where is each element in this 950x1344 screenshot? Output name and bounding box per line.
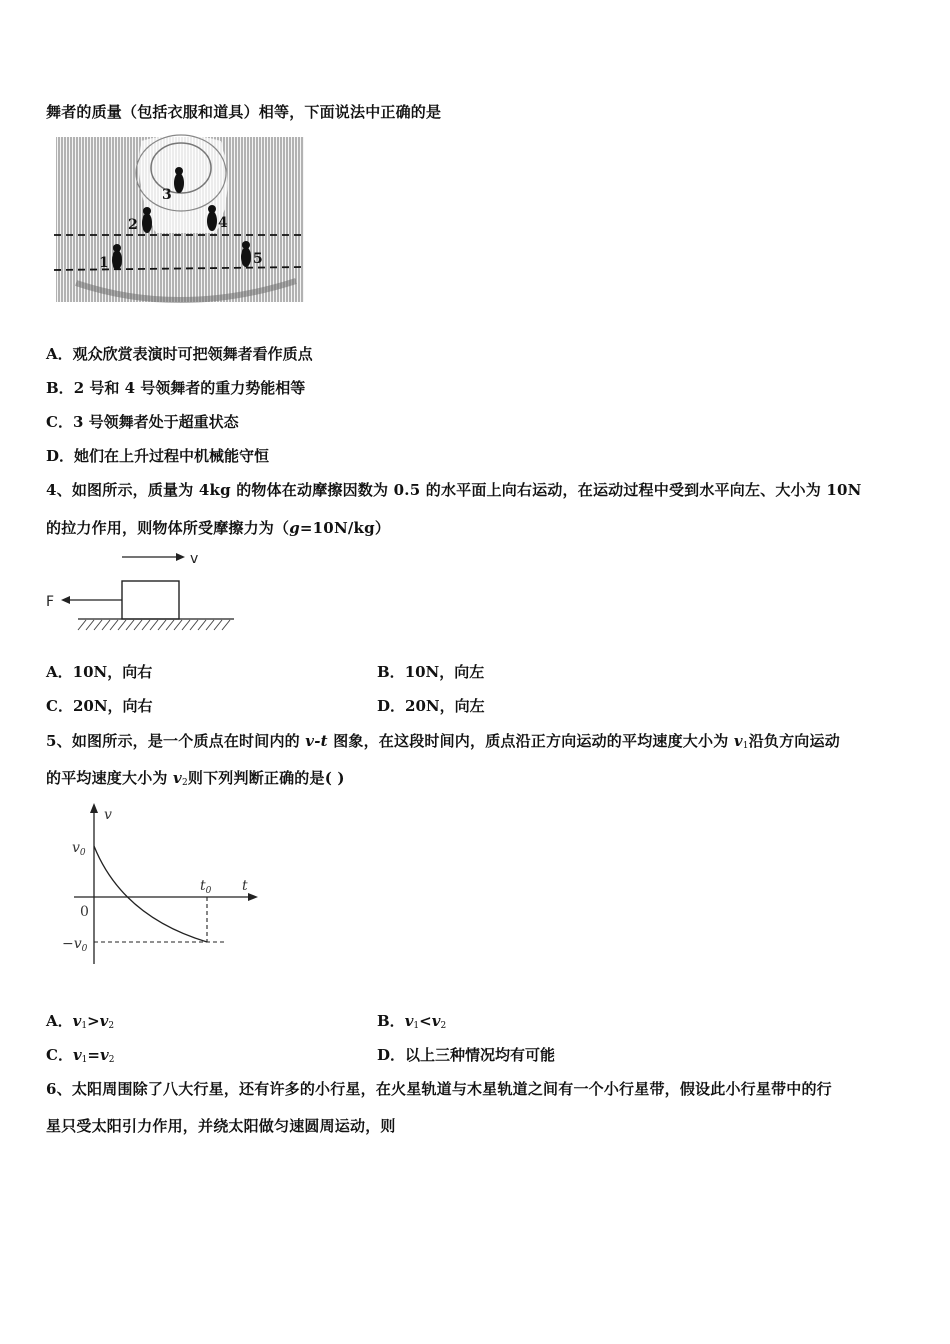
q4-option-d[interactable]: D．20N，向左 — [377, 697, 485, 715]
velocity-curve — [94, 846, 207, 942]
t-axis-label: t — [242, 878, 248, 894]
q4-option-a[interactable]: A．10N，向右 — [46, 663, 153, 681]
q4-stem-line1: 4、如图所示，质量为 4kg 的物体在动摩擦因数为 0.5 的水平面上向右运动，在运动过程中受到水平向左、大小为 10N — [46, 481, 862, 499]
q5-number: 5、 — [46, 732, 72, 750]
velocity-arrow-icon — [176, 553, 185, 561]
velocity-label: v — [190, 551, 199, 567]
force-label: F — [46, 594, 55, 610]
q6-number: 6、 — [46, 1080, 72, 1098]
q3-option-b[interactable]: B．2 号和 4 号领舞者的重力势能相等 — [46, 379, 306, 397]
v-axis-arrow-icon — [90, 803, 98, 813]
q4-option-b[interactable]: B．10N，向左 — [377, 663, 485, 681]
q3-option-c[interactable]: C．3 号领舞者处于超重状态 — [46, 413, 239, 431]
t-axis-arrow-icon — [248, 893, 258, 901]
v0-label: $v_0$ — [72, 840, 86, 858]
dancer-1 — [112, 244, 122, 270]
label-2: 2 — [128, 217, 138, 233]
q6-stem-line2: 星只受太阳引力作用，并绕太阳做匀速圆周运动，则 — [46, 1117, 396, 1135]
v-axis-label: v — [104, 807, 112, 823]
q4-stem-line2: 的拉力作用，则物体所受摩擦力为（g=10N/kg） — [46, 519, 391, 537]
q3-dancers-photo — [46, 133, 312, 311]
dancer-3 — [174, 167, 184, 193]
q5-stem-line1: 5、如图所示，是一个质点在时间内的 v-t 图象，在这段时间内，质点沿正方向运动的平均速度大小为 $v_1$沿负方向运动 — [46, 732, 840, 751]
t0-label: $t_0$ — [200, 878, 212, 896]
label-3: 3 — [162, 187, 172, 203]
q5-stem-line2: 的平均速度大小为 $v_2$则下列判断正确的是( ) — [46, 769, 345, 788]
dancer-2 — [142, 207, 152, 233]
label-4: 4 — [218, 215, 228, 231]
block — [122, 581, 179, 619]
q6-stem-line1: 6、太阳周围除了八大行星，还有许多的小行星，在火星轨道与木星轨道之间有一个小行星带，假设此小行星带中的行 — [46, 1080, 832, 1098]
q5-option-b[interactable]: B．$v_1<v_2$ — [377, 1012, 447, 1031]
q5-option-d[interactable]: D．以上三种情况均有可能 — [377, 1046, 556, 1064]
q5-option-a[interactable]: A．$v_1>v_2$ — [46, 1012, 115, 1031]
origin-label: 0 — [80, 904, 89, 920]
neg-v0-label: $-v_0$ — [62, 936, 88, 954]
q5-option-c[interactable]: C．$v_1=v_2$ — [46, 1046, 115, 1065]
q3-option-a[interactable]: A．观众欣赏表演时可把领舞者看作质点 — [46, 345, 313, 363]
q4-option-c[interactable]: C．20N，向右 — [46, 697, 153, 715]
label-1: 1 — [99, 255, 109, 271]
q5-vt-graph — [54, 801, 266, 971]
dancer-5 — [241, 241, 251, 267]
dancer-4 — [207, 205, 217, 231]
q3-option-d[interactable]: D．她们在上升过程中机械能守恒 — [46, 447, 270, 465]
q3-stem: 舞者的质量（包括衣服和道具）相等，下面说法中正确的是 — [46, 103, 442, 121]
label-5: 5 — [253, 251, 263, 267]
ground-hatch — [78, 620, 230, 630]
force-arrow-icon — [61, 596, 70, 604]
q4-block-diagram — [44, 546, 240, 634]
q4-number: 4、 — [46, 481, 72, 499]
